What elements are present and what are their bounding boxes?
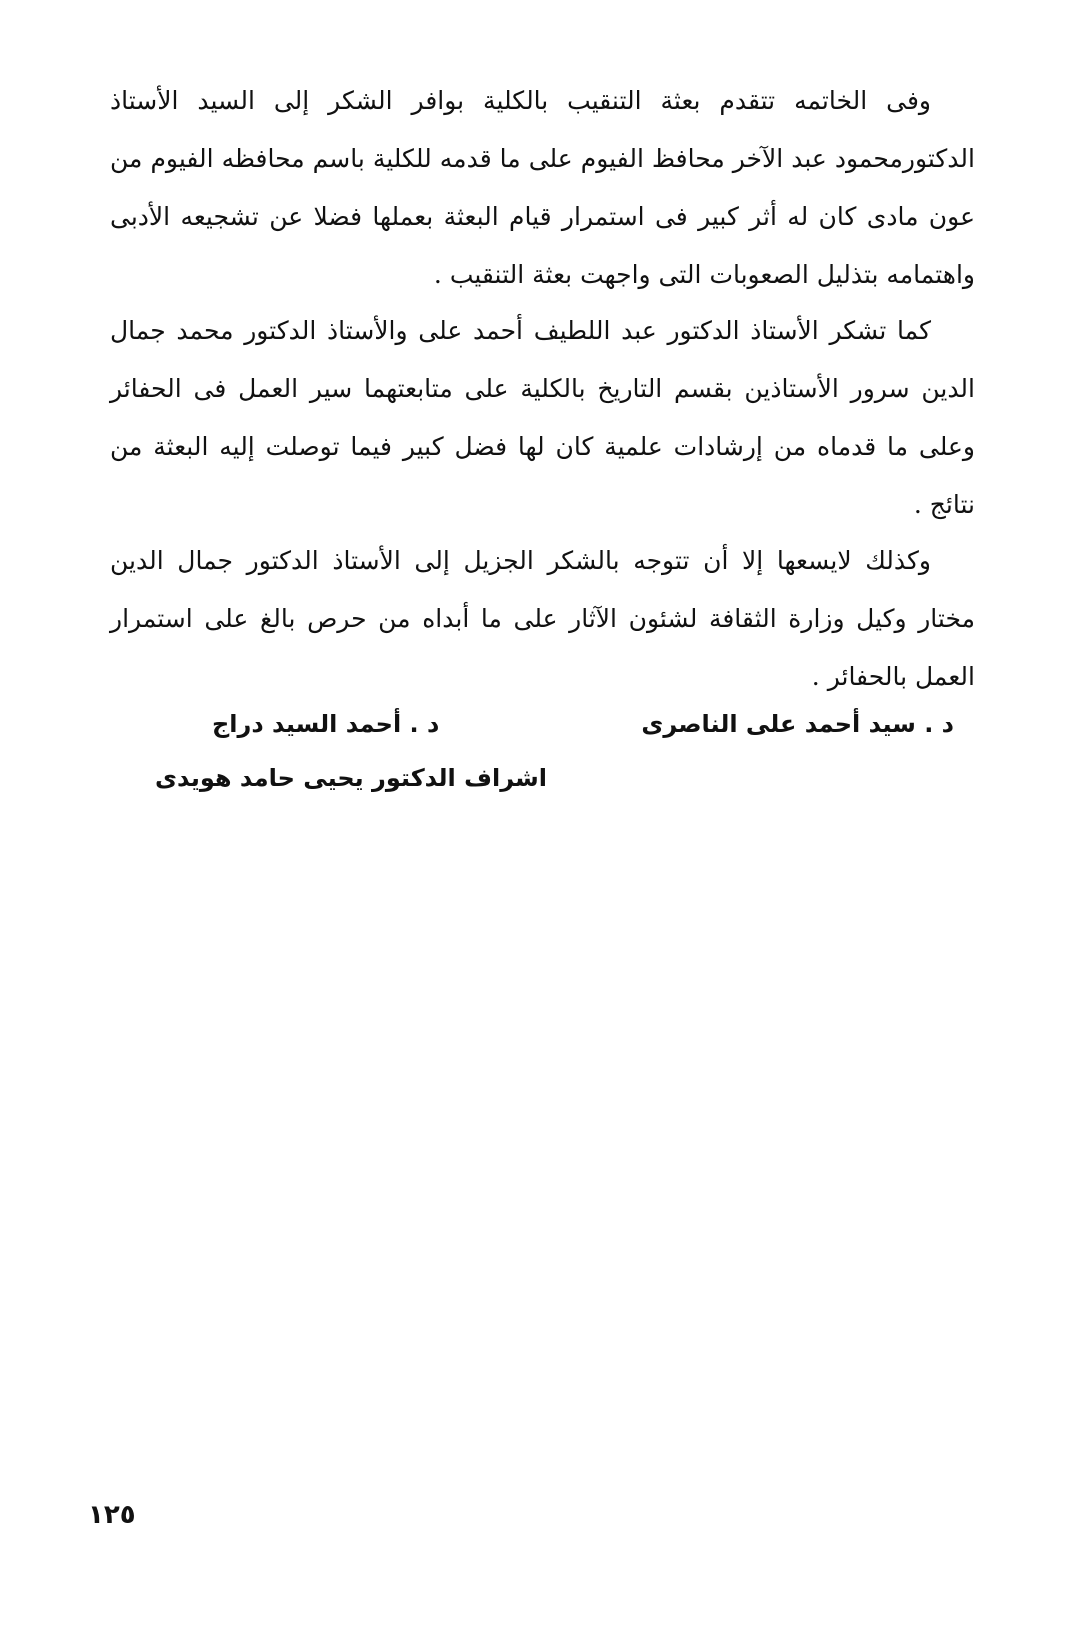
supervision-line: اشراف الدكتور يحيى حامد هويدى	[155, 764, 547, 792]
signature-left: د . أحمد السيد دراج	[212, 710, 440, 738]
paragraph-2-text: كما تشكر الأستاذ الدكتور عبد اللطيف أحمد على والأستاذ الدكتور محمد جمال الدين سرور الأستاذين بقسم التاريخ بالكلية على متابعتهما سير العمل فى الحفائر وعلى ما قدماه من إرشادات علمية كان لها فضل كبير فيما توصلت إليه البعثة من نتائج .	[110, 316, 975, 519]
paragraph-professors-thanks	[110, 302, 975, 534]
page-number: ١٢٥	[88, 1500, 136, 1530]
signature-right: د . سيد أحمد على الناصرى	[641, 710, 954, 738]
paragraph-closing-thanks	[110, 72, 975, 304]
paragraph-3-text: وكذلك لايسعها إلا أن تتوجه بالشكر الجزيل إلى الأستاذ الدكتور جمال الدين مختار وكيل وزارة الثقافة لشئون الآثار على ما أبداه من حرص بالغ على استمرار العمل بالحفائر .	[110, 546, 975, 691]
paragraph-1-text: وفى الخاتمه تتقدم بعثة التنقيب بالكلية بوافر الشكر إلى السيد الأستاذ الدكتورمحمود عبد الآخر محافظ الفيوم على ما قدمه للكلية باسم محافظه الفيوم من عون مادى كان له أثر كبير فى استمرار قيام البعثة بعملها فضلا عن تشجيعه الأدبى واهتمامه بتذليل الصعوبات التى واجهت بعثة التنقيب .	[110, 86, 975, 289]
paragraph-ministry-thanks	[110, 532, 975, 706]
